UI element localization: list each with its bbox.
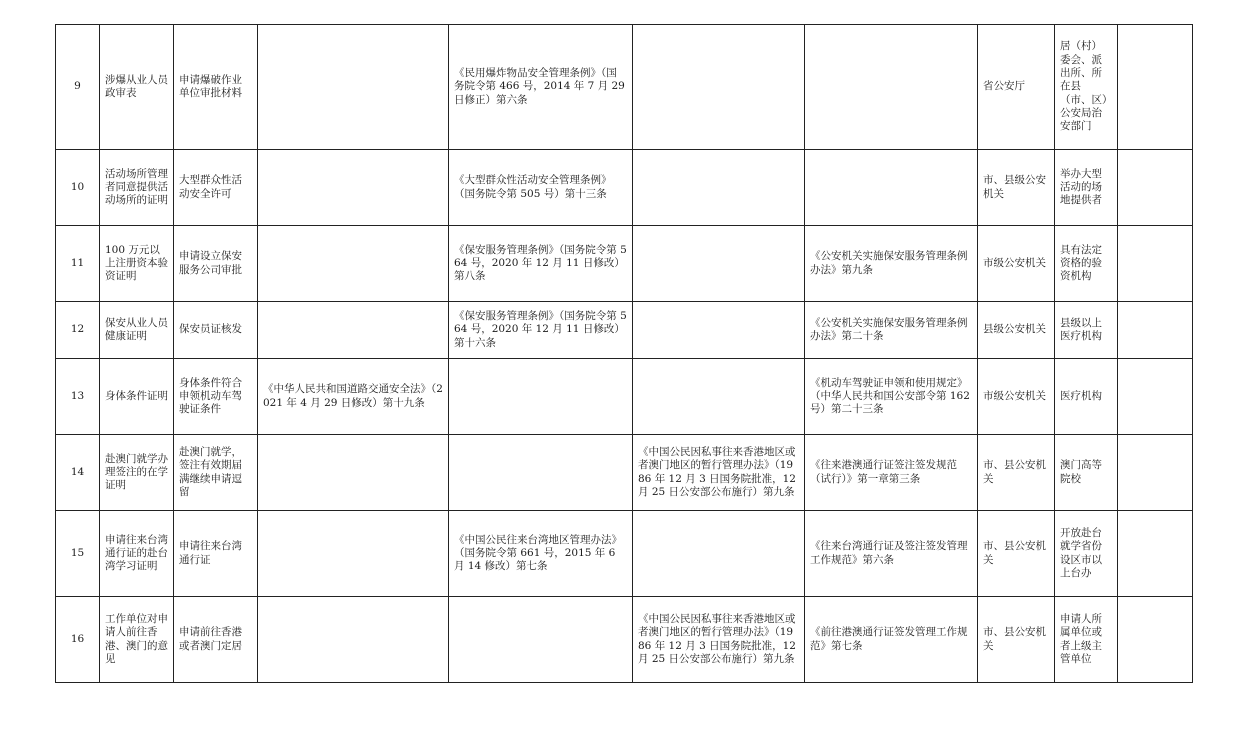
row-number-cell: 12 <box>56 302 100 359</box>
law-basis-cell <box>258 150 449 226</box>
law-basis-cell <box>258 302 449 359</box>
table-body <box>56 25 1193 683</box>
remark-cell <box>1118 302 1193 359</box>
local-regulation-cell <box>633 359 805 435</box>
handling-department-cell: 市、县级公安机关 <box>978 150 1055 226</box>
remark-cell <box>1118 25 1193 150</box>
row-number-cell: 14 <box>56 435 100 511</box>
administrative-regulation-cell: 《中国公民往来台湾地区管理办法》（国务院令第 661 号，2015 年 6 月 14 修改）第七条 <box>449 511 633 597</box>
material-name-cell: 保安从业人员健康证明 <box>100 302 174 359</box>
table-row <box>56 597 1193 683</box>
material-name-cell: 工作单位对申请人前往香港、澳门的意见 <box>100 597 174 683</box>
handling-department-cell: 县级公安机关 <box>978 302 1055 359</box>
administrative-regulation-cell: 《保安服务管理条例》（国务院令第 564 号，2020 年 12 月 11 日修改）第十六条 <box>449 302 633 359</box>
department-rule-cell: 《机动车驾驶证申领和使用规定》（中华人民共和国公安部令第 162 号）第二十三条 <box>805 359 978 435</box>
local-regulation-cell <box>633 25 805 150</box>
remark-cell <box>1118 150 1193 226</box>
handling-department-cell: 市、县公安机关 <box>978 597 1055 683</box>
row-number-cell: 16 <box>56 597 100 683</box>
administrative-regulation-cell: 《保安服务管理条例》（国务院令第 564 号，2020 年 12 月 11 日修改）第八条 <box>449 226 633 302</box>
law-basis-cell: 《中华人民共和国道路交通安全法》（2021 年 4 月 29 日修改）第十九条 <box>258 359 449 435</box>
service-item-cell: 申请前往香港或者澳门定居 <box>174 597 258 683</box>
issuing-body-cell: 居（村）委会、派出所、所在县（市、区）公安局治安部门 <box>1055 25 1118 150</box>
material-name-cell: 身体条件证明 <box>100 359 174 435</box>
local-regulation-cell <box>633 511 805 597</box>
local-regulation-cell: 《中国公民因私事往来香港地区或者澳门地区的暂行管理办法》（1986 年 12 月 3 日国务院批准，12 月 25 日公安部公布施行）第九条 <box>633 597 805 683</box>
issuing-body-cell: 具有法定资格的验资机构 <box>1055 226 1118 302</box>
service-item-cell: 保安员证核发 <box>174 302 258 359</box>
row-number-cell: 10 <box>56 150 100 226</box>
table-row <box>56 435 1193 511</box>
material-name-cell: 100 万元以上注册资本验资证明 <box>100 226 174 302</box>
row-number-cell: 9 <box>56 25 100 150</box>
local-regulation-cell <box>633 226 805 302</box>
certificate-table <box>55 24 1193 683</box>
law-basis-cell <box>258 226 449 302</box>
issuing-body-cell: 县级以上医疗机构 <box>1055 302 1118 359</box>
law-basis-cell <box>258 511 449 597</box>
administrative-regulation-cell <box>449 597 633 683</box>
table-row <box>56 25 1193 150</box>
service-item-cell: 身体条件符合申领机动车驾驶证条件 <box>174 359 258 435</box>
department-rule-cell: 《公安机关实施保安服务管理条例办法》第二十条 <box>805 302 978 359</box>
table-row <box>56 511 1193 597</box>
table-row <box>56 226 1193 302</box>
department-rule-cell <box>805 150 978 226</box>
law-basis-cell <box>258 435 449 511</box>
remark-cell <box>1118 597 1193 683</box>
law-basis-cell <box>258 597 449 683</box>
issuing-body-cell: 申请人所属单位或者上级主管单位 <box>1055 597 1118 683</box>
issuing-body-cell: 开放赴台就学省份设区市以上台办 <box>1055 511 1118 597</box>
material-name-cell: 涉爆从业人员政审表 <box>100 25 174 150</box>
administrative-regulation-cell <box>449 435 633 511</box>
service-item-cell: 赴澳门就学，签注有效期届满继续申请逗留 <box>174 435 258 511</box>
issuing-body-cell: 医疗机构 <box>1055 359 1118 435</box>
remark-cell <box>1118 226 1193 302</box>
material-name-cell: 申请往来台湾通行证的赴台湾学习证明 <box>100 511 174 597</box>
remark-cell <box>1118 435 1193 511</box>
department-rule-cell <box>805 25 978 150</box>
remark-cell <box>1118 359 1193 435</box>
handling-department-cell: 市级公安机关 <box>978 226 1055 302</box>
administrative-regulation-cell <box>449 359 633 435</box>
handling-department-cell: 市、县公安机关 <box>978 511 1055 597</box>
table-row <box>56 150 1193 226</box>
table-row <box>56 359 1193 435</box>
local-regulation-cell: 《中国公民因私事往来香港地区或者澳门地区的暂行管理办法》（1986 年 12 月 3 日国务院批准，12 月 25 日公安部公布施行）第九条 <box>633 435 805 511</box>
handling-department-cell: 市、县公安机关 <box>978 435 1055 511</box>
row-number-cell: 13 <box>56 359 100 435</box>
document-page <box>55 24 1193 683</box>
service-item-cell: 申请设立保安服务公司审批 <box>174 226 258 302</box>
law-basis-cell <box>258 25 449 150</box>
issuing-body-cell: 举办大型活动的场地提供者 <box>1055 150 1118 226</box>
row-number-cell: 15 <box>56 511 100 597</box>
local-regulation-cell <box>633 302 805 359</box>
department-rule-cell: 《往来港澳通行证签注签发规范（试行）》第一章第三条 <box>805 435 978 511</box>
handling-department-cell: 市级公安机关 <box>978 359 1055 435</box>
local-regulation-cell <box>633 150 805 226</box>
remark-cell <box>1118 511 1193 597</box>
material-name-cell: 活动场所管理者同意提供活动场所的证明 <box>100 150 174 226</box>
administrative-regulation-cell: 《民用爆炸物品安全管理条例》（国务院令第 466 号，2014 年 7 月 29 日修正）第六条 <box>449 25 633 150</box>
department-rule-cell: 《往来台湾通行证及签注签发管理工作规范》第六条 <box>805 511 978 597</box>
service-item-cell: 大型群众性活动安全许可 <box>174 150 258 226</box>
handling-department-cell: 省公安厅 <box>978 25 1055 150</box>
service-item-cell: 申请爆破作业单位审批材料 <box>174 25 258 150</box>
department-rule-cell: 《前往港澳通行证签发管理工作规范》第七条 <box>805 597 978 683</box>
row-number-cell: 11 <box>56 226 100 302</box>
issuing-body-cell: 澳门高等院校 <box>1055 435 1118 511</box>
table-row <box>56 302 1193 359</box>
material-name-cell: 赴澳门就学办理签注的在学证明 <box>100 435 174 511</box>
department-rule-cell: 《公安机关实施保安服务管理条例办法》第九条 <box>805 226 978 302</box>
service-item-cell: 申请往来台湾通行证 <box>174 511 258 597</box>
administrative-regulation-cell: 《大型群众性活动安全管理条例》（国务院令第 505 号）第十三条 <box>449 150 633 226</box>
